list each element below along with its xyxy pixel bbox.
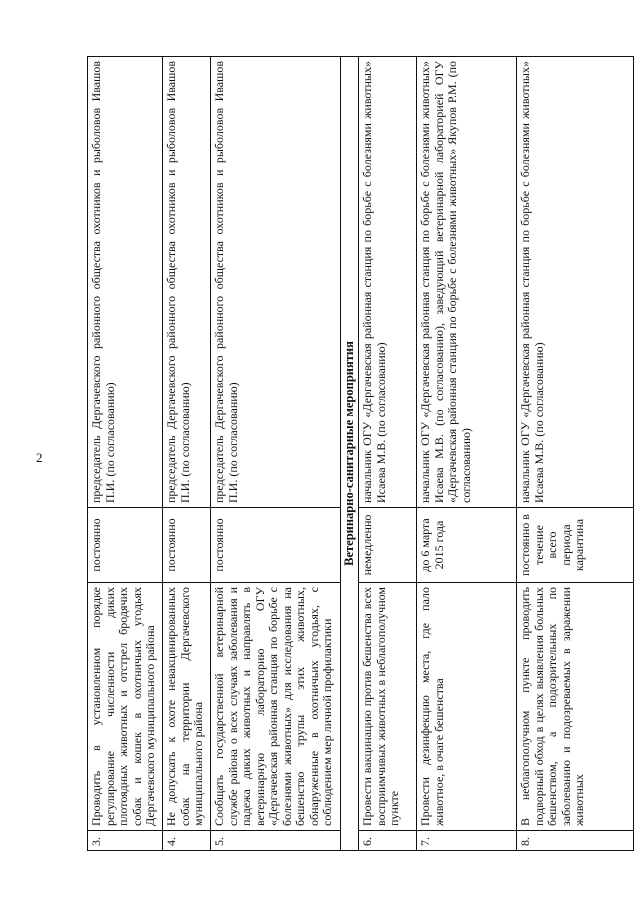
table-row bbox=[163, 57, 211, 851]
measure-term: постоянно в течение всего периода карантина bbox=[517, 508, 634, 583]
measure-term: немедленно bbox=[359, 508, 417, 583]
measures-table bbox=[87, 56, 634, 851]
measure-text: Сообщать государственной ветеринарной службе района о всех случаях заболевания и падежа диких животных и направлять в ветеринарную лабораторию ОГУ «Дергачевская районная станция по борьбе с болезнями животных» для исследования на бешенство трупы этих животных, обнаруженные в охотничьих угодьях, с соблюдением мер личной профилактики bbox=[211, 583, 341, 831]
measure-responsible: начальник ОГУ «Дергачевская районная станция по борьбе с болезнями животных» Исаева М.В. (по согласованию) bbox=[517, 57, 634, 508]
page-number: 2 bbox=[36, 450, 43, 465]
measure-responsible: начальник ОГУ «Дергачевская районная станция по борьбе с болезнями животных» Исаева М.В. (по согласованию) bbox=[359, 57, 417, 508]
measure-term: постоянно bbox=[163, 508, 211, 583]
measure-text: Провести вакцинацию против бешенства всех восприимчивых животных в неблагополучном пункте bbox=[359, 583, 417, 831]
row-number: 7. bbox=[417, 831, 517, 851]
measure-term: постоянно bbox=[88, 508, 163, 583]
measure-responsible: начальник ОГУ «Дергачевская районная станция по борьбе с болезнями животных» Исаева М.В. (по согласованию), заведующий ветеринарной лабораторией ОГУ «Дергачевская районная станция по борьбе с болезнями животных» Якупов Р.М. (по согласованию) bbox=[417, 57, 517, 508]
measure-term: до 6 марта 2015 года bbox=[417, 508, 517, 583]
measure-responsible: председатель Дергачевского районного общества охотников и рыболовов Ивашов П.И. (по согласованию) bbox=[211, 57, 341, 508]
measure-text: Провести дезинфекцию места, где пало животное, в очаге бешенства bbox=[417, 583, 517, 831]
row-number: 4. bbox=[163, 831, 211, 851]
measure-responsible: председатель Дергачевского районного общества охотников и рыболовов Ивашов П.И. (по согласованию) bbox=[163, 57, 211, 508]
measure-text: Проводить в установленном порядке регулирование численности диких плотоядных животных и отстрел бродячих собак и кошек в охотничьих угодьях Дергачевского муниципального района bbox=[88, 583, 163, 831]
table-row bbox=[211, 57, 341, 851]
rotated-page-content bbox=[87, 56, 634, 851]
table-row bbox=[88, 57, 163, 851]
section-title: Ветеринарно-санитарные мероприятия bbox=[341, 57, 359, 851]
row-number: 6. bbox=[359, 831, 417, 851]
measure-term: постоянно bbox=[211, 508, 341, 583]
table-row bbox=[359, 57, 417, 851]
measure-responsible: председатель Дергачевского районного общества охотников и рыболовов Ивашов П.И. (по согласованию) bbox=[88, 57, 163, 508]
table-row bbox=[417, 57, 517, 851]
measure-text: Не допускать к охоте невакцинированных собак на территории Дергачевского муниципального района bbox=[163, 583, 211, 831]
row-number: 3. bbox=[88, 831, 163, 851]
table-row bbox=[517, 57, 634, 851]
section-header-row bbox=[341, 57, 359, 851]
row-number: 8. bbox=[517, 831, 634, 851]
measure-text: В неблагополучном пункте проводить подворный обход в целях выявления больных бешенством, а подозрительных по заболеванию и подозреваемых в заражении животных bbox=[517, 583, 634, 831]
row-number: 5. bbox=[211, 831, 341, 851]
